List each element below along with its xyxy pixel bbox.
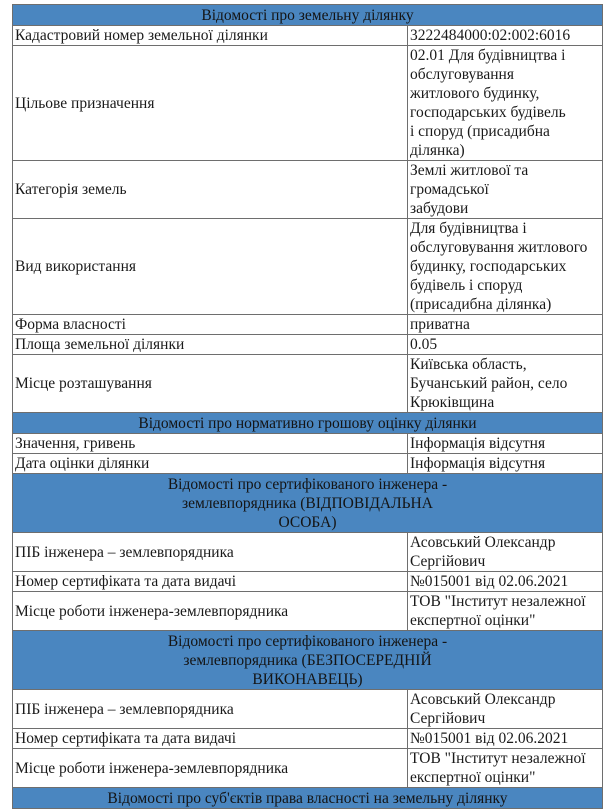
table-row-engineer-name [13, 533, 603, 572]
section-title: Відомості про сертифікованого інженера - землевпорядника (ВІДПОВІДАЛЬНА ОСОБА) [13, 474, 603, 533]
section-header-land-plot [13, 5, 603, 26]
section-header-responsible-engineer [13, 474, 603, 533]
row-label: ПІБ інженера – землевпорядника [13, 690, 408, 729]
row-value: 3222484000:02:002:6016 [408, 26, 603, 46]
table-row-workplace [13, 749, 603, 788]
row-value: ТОВ "Інститут незалежної експертної оцінки" [408, 592, 603, 631]
table-row-workplace [13, 592, 603, 631]
table-row-usage-type [13, 219, 603, 315]
row-value: Інформація відсутня [408, 434, 603, 454]
row-label: Місце розташування [13, 355, 408, 413]
row-label: Цільове призначення [13, 46, 408, 161]
table-row-purpose [13, 46, 603, 161]
row-value: Для будівництва і обслуговування житлового будинку, господарських будівель і споруд (присадибна ділянка) [408, 219, 603, 315]
row-value: №015001 від 02.06.2021 [408, 572, 603, 592]
table-row-land-category [13, 161, 603, 219]
row-label: Місце роботи інженера-землевпорядника [13, 749, 408, 788]
row-label: Категорія земель [13, 161, 408, 219]
table-row-area [13, 335, 603, 355]
row-label: Кадастровий номер земельної ділянки [13, 26, 408, 46]
row-value: Асовський Олександр Сергійович [408, 533, 603, 572]
section-header-normative-valuation [13, 413, 603, 434]
table-row-ownership-form [13, 315, 603, 335]
row-value: 02.01 Для будівництва і обслуговування житлового будинку, господарських будівель і споруд (присадибна ділянка) [408, 46, 603, 161]
section-title: Відомості про нормативно грошову оцінку ділянки [13, 413, 603, 434]
row-label: Вид використання [13, 219, 408, 315]
table-row-certificate [13, 572, 603, 592]
row-label: Дата оцінки ділянки [13, 454, 408, 474]
row-value: Інформація відсутня [408, 454, 603, 474]
table-row-engineer-name [13, 690, 603, 729]
row-label: Номер сертифіката та дата видачі [13, 729, 408, 749]
section-title: Відомості про сертифікованого інженера - землевпорядника (БЕЗПОСЕРЕДНІЙ ВИКОНАВЕЦЬ) [13, 631, 603, 690]
row-label: Форма власності [13, 315, 408, 335]
section-header-executing-engineer [13, 631, 603, 690]
table-row-valuation-date [13, 454, 603, 474]
row-value: 0.05 [408, 335, 603, 355]
table-row-cadastral-number [13, 26, 603, 46]
row-value: №015001 від 02.06.2021 [408, 729, 603, 749]
section-title: Відомості про земельну ділянку [13, 5, 603, 26]
row-value: Землі житлової та громадської забудови [408, 161, 603, 219]
table-row-location [13, 355, 603, 413]
row-label: Значення, гривень [13, 434, 408, 454]
row-value: приватна [408, 315, 603, 335]
row-label: Місце роботи інженера-землевпорядника [13, 592, 408, 631]
table-row-certificate [13, 729, 603, 749]
section-header-ownership-subjects [13, 788, 603, 809]
land-plot-info-table [12, 4, 603, 809]
row-label: ПІБ інженера – землевпорядника [13, 533, 408, 572]
row-value: Асовський Олександр Сергійович [408, 690, 603, 729]
table-row-valuation-value [13, 434, 603, 454]
section-title: Відомості про суб'єктів права власності на земельну ділянку [13, 788, 603, 809]
row-label: Площа земельної ділянки [13, 335, 408, 355]
row-value: ТОВ "Інститут незалежної експертної оцінки" [408, 749, 603, 788]
row-value: Київська область, Бучанський район, село Крюківщина [408, 355, 603, 413]
row-label: Номер сертифіката та дата видачі [13, 572, 408, 592]
